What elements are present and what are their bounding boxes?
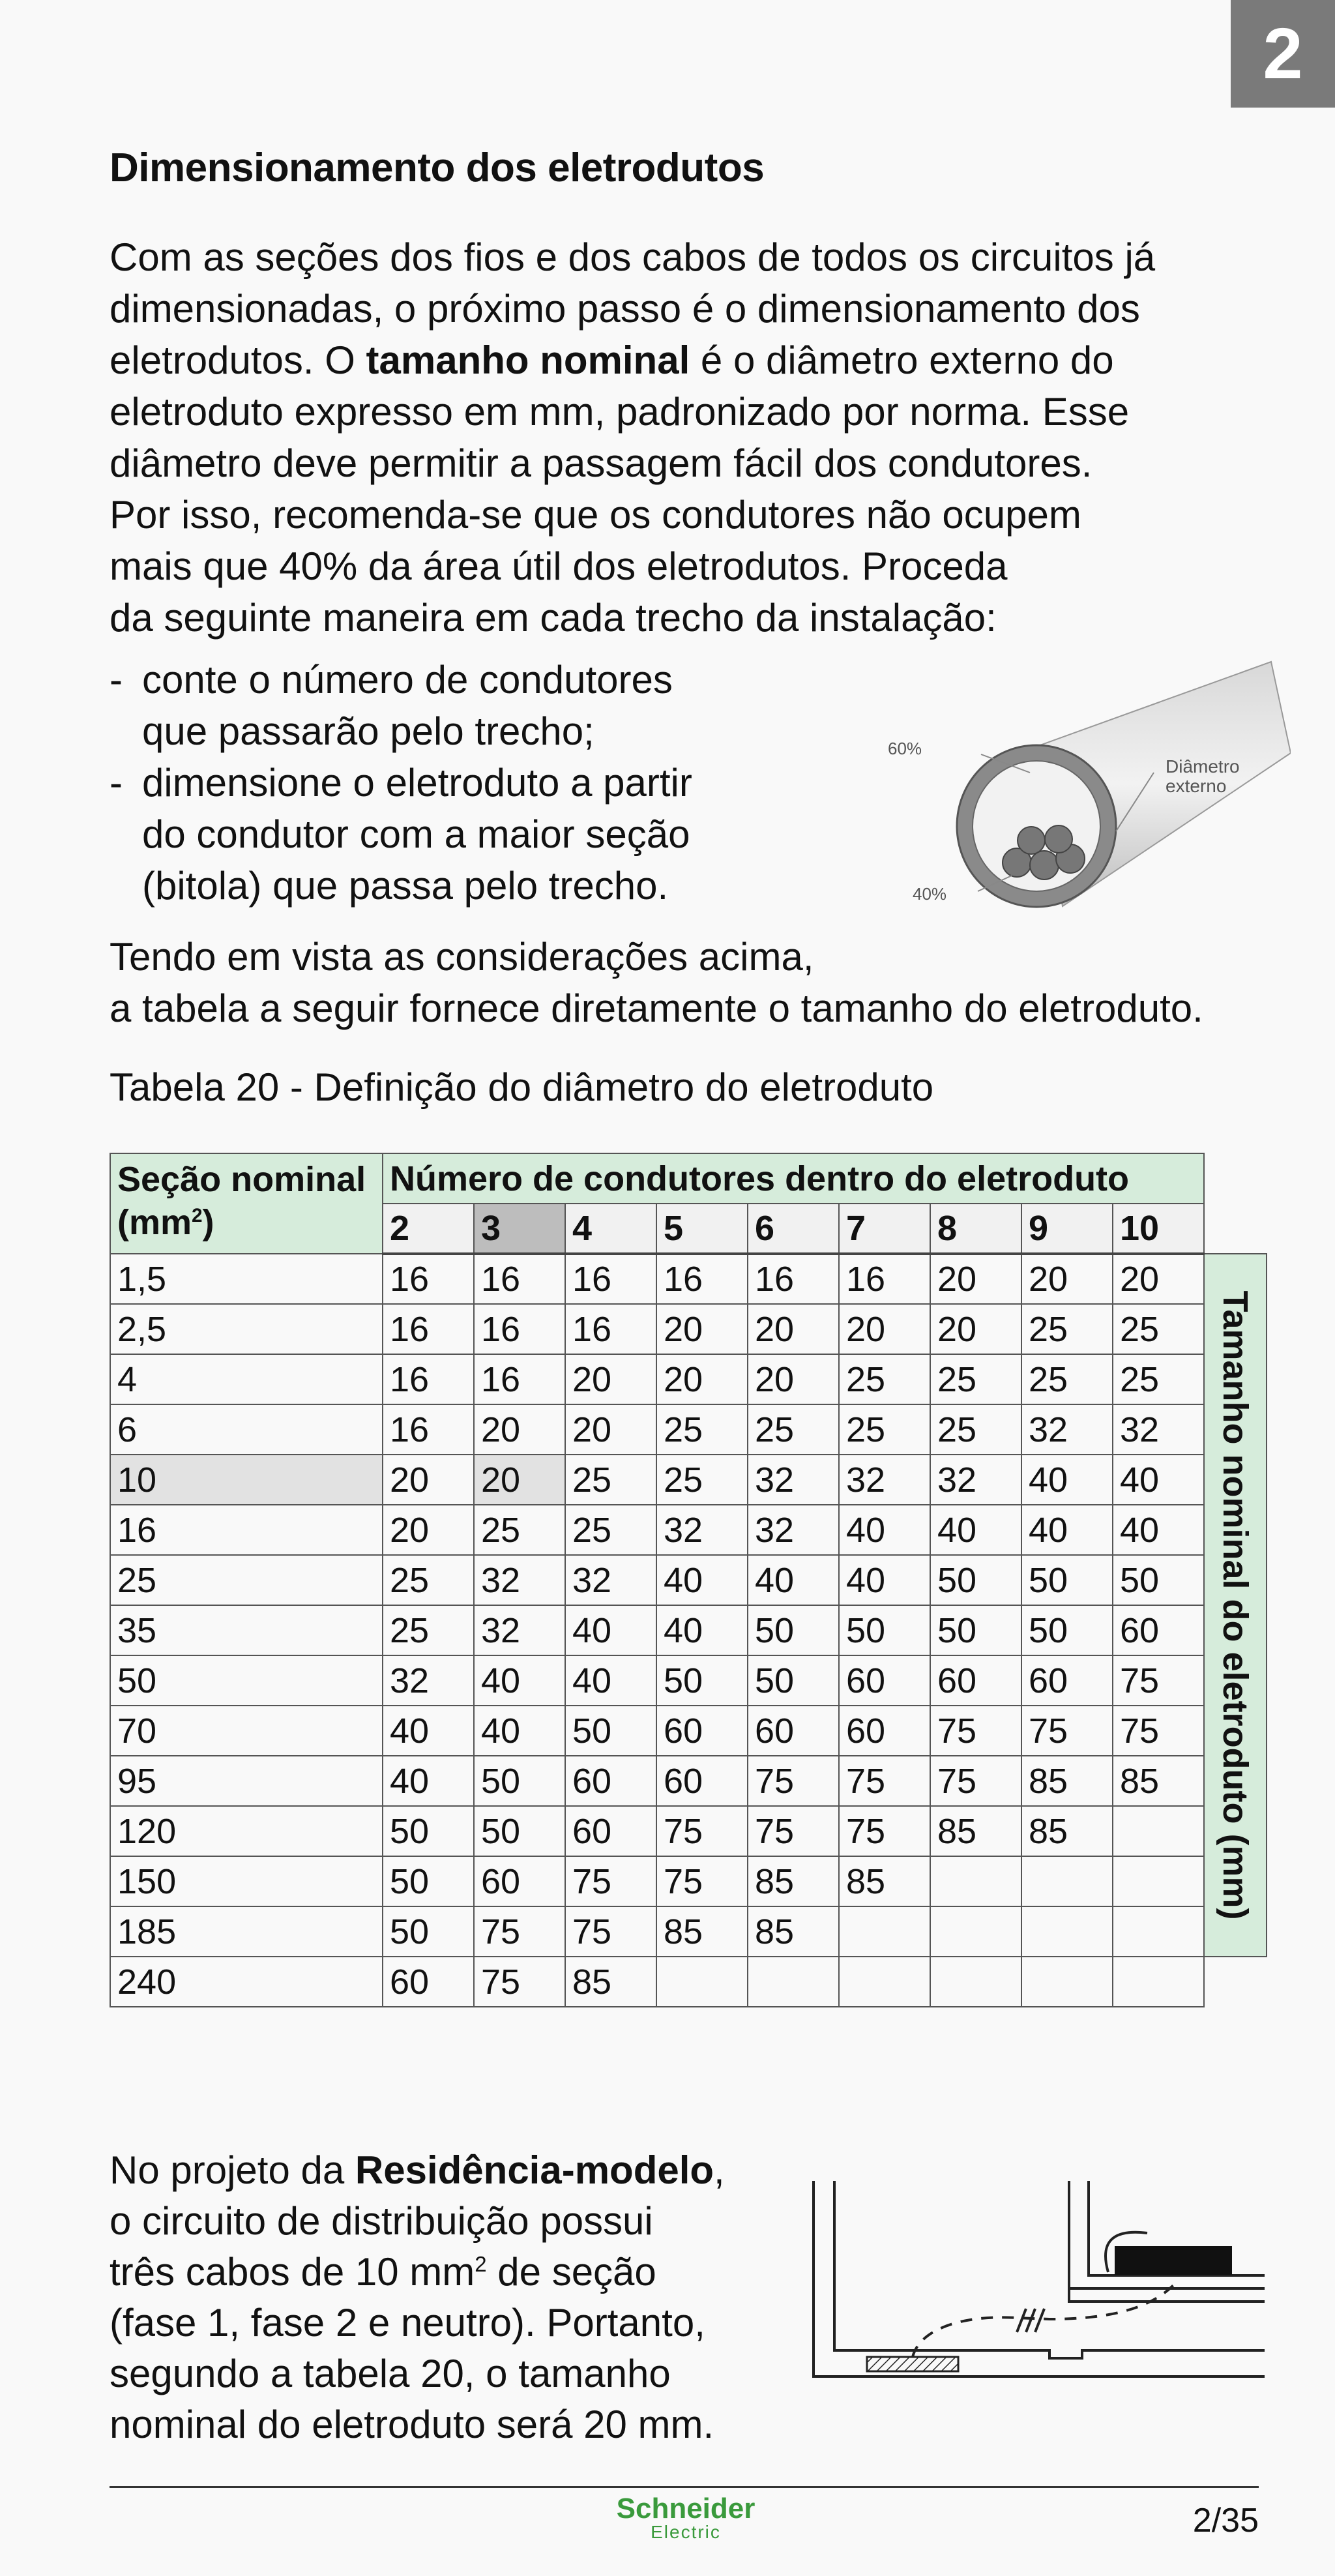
list-item: - conte o número de condutores que passarão pelo trecho; <box>110 658 673 753</box>
intro-line: Por isso, recomenda-se que os condutores não ocupem <box>110 493 1081 537</box>
size-cell: 16 <box>383 1354 474 1404</box>
intro-line: diâmetro deve permitir a passagem fácil dos condutores. <box>110 441 1093 485</box>
table-row <box>110 1304 1267 1354</box>
section-cell: 4 <box>110 1354 383 1404</box>
table-row <box>110 1555 1267 1605</box>
distribution-panel-icon <box>1115 2246 1232 2275</box>
conduit-size-table <box>110 1153 1267 2007</box>
size-cell: 85 <box>1021 1756 1113 1806</box>
list-item: - dimensione o eletroduto a partir do condutor com a maior seção (bitola) que passa pelo trecho. <box>110 761 692 908</box>
size-cell: 60 <box>839 1655 930 1706</box>
size-cell: 40 <box>839 1505 930 1555</box>
header-count-10: 10 <box>1113 1204 1204 1254</box>
intro-line: da seguinte maneira em cada trecho da instalação: <box>110 596 997 640</box>
size-cell: 60 <box>1021 1655 1113 1706</box>
size-cell <box>1021 1856 1113 1906</box>
size-cell: 50 <box>1021 1605 1113 1655</box>
intro-line: eletrodutos. O tamanho nominal é o diâmetro externo do <box>110 338 1114 382</box>
size-cell: 75 <box>656 1806 748 1856</box>
size-cell: 50 <box>839 1605 930 1655</box>
distribution-circuit-diagram <box>808 2181 1265 2403</box>
size-cell: 25 <box>748 1404 839 1455</box>
figure-label-60: 60% <box>888 739 922 758</box>
size-cell: 75 <box>748 1806 839 1856</box>
section-cell: 1,5 <box>110 1254 383 1304</box>
size-cell: 20 <box>565 1404 656 1455</box>
size-cell: 32 <box>748 1455 839 1505</box>
size-cell: 50 <box>656 1655 748 1706</box>
size-cell: 50 <box>383 1856 474 1906</box>
size-cell: 60 <box>383 1957 474 2007</box>
size-cell: 20 <box>656 1354 748 1404</box>
section-cell: 70 <box>110 1706 383 1756</box>
figure-label-diameter: Diâmetro <box>1166 756 1240 777</box>
size-cell: 40 <box>1113 1505 1204 1555</box>
size-cell: 60 <box>748 1706 839 1756</box>
size-cell <box>930 1957 1021 2007</box>
size-cell: 32 <box>565 1555 656 1605</box>
size-cell: 40 <box>839 1555 930 1605</box>
section-cell: 2,5 <box>110 1304 383 1354</box>
table-row <box>110 1505 1267 1555</box>
size-cell: 25 <box>1113 1354 1204 1404</box>
size-cell: 20 <box>748 1304 839 1354</box>
size-cell <box>1021 1906 1113 1957</box>
intro-line: eletroduto expresso em mm, padronizado por norma. Esse <box>110 390 1130 434</box>
size-cell: 40 <box>474 1655 565 1706</box>
procedure-list <box>110 654 814 911</box>
table-caption: Tabela 20 - Definição do diâmetro do eletroduto <box>110 1065 934 1109</box>
size-cell: 32 <box>474 1605 565 1655</box>
size-cell: 25 <box>656 1404 748 1455</box>
size-cell: 40 <box>565 1655 656 1706</box>
table-row <box>110 1706 1267 1756</box>
size-cell: 85 <box>748 1906 839 1957</box>
size-cell: 60 <box>656 1706 748 1756</box>
size-cell: 40 <box>748 1555 839 1605</box>
size-cell: 75 <box>748 1756 839 1806</box>
size-cell: 25 <box>839 1354 930 1404</box>
size-cell: 20 <box>839 1304 930 1354</box>
size-cell <box>1113 1957 1204 2007</box>
page-number: 2/35 <box>1192 2502 1259 2539</box>
size-cell: 50 <box>474 1806 565 1856</box>
size-cell: 16 <box>839 1254 930 1304</box>
size-cell: 25 <box>474 1505 565 1555</box>
size-cell: 75 <box>930 1756 1021 1806</box>
size-cell: 20 <box>565 1354 656 1404</box>
size-cell: 25 <box>1021 1304 1113 1354</box>
size-cell: 25 <box>839 1404 930 1455</box>
size-cell: 25 <box>383 1605 474 1655</box>
page-title: Dimensionamento dos eletrodutos <box>110 145 765 190</box>
section-cell: 240 <box>110 1957 383 2007</box>
size-cell: 25 <box>1113 1304 1204 1354</box>
size-cell: 40 <box>383 1756 474 1806</box>
size-cell: 85 <box>1021 1806 1113 1856</box>
size-cell: 40 <box>1021 1455 1113 1505</box>
size-cell: 32 <box>383 1655 474 1706</box>
intro-line: mais que 40% da área útil dos eletrodutos. Proceda <box>110 544 1008 588</box>
table-row <box>110 1655 1267 1706</box>
section-cell: 35 <box>110 1605 383 1655</box>
size-cell: 85 <box>1113 1756 1204 1806</box>
size-cell: 85 <box>748 1856 839 1906</box>
size-cell: 16 <box>565 1304 656 1354</box>
size-cell: 32 <box>748 1505 839 1555</box>
size-cell: 16 <box>474 1254 565 1304</box>
size-cell: 25 <box>930 1404 1021 1455</box>
size-cell: 40 <box>565 1605 656 1655</box>
term-residencia-modelo: Residência-modelo <box>355 2148 714 2192</box>
size-cell: 25 <box>383 1555 474 1605</box>
table-row <box>110 1957 1267 2007</box>
size-cell: 60 <box>656 1756 748 1806</box>
size-cell: 75 <box>565 1856 656 1906</box>
intro-line: dimensionadas, o próximo passo é o dimensionamento dos <box>110 287 1140 331</box>
header-count-7: 7 <box>839 1204 930 1254</box>
intro-line: Com as seções dos fios e dos cabos de todos os circuitos já <box>110 235 1156 279</box>
table-row <box>110 1455 1267 1505</box>
size-cell: 50 <box>930 1605 1021 1655</box>
size-cell: 40 <box>1021 1505 1113 1555</box>
header-count-9: 9 <box>1021 1204 1113 1254</box>
table-row <box>110 1254 1267 1304</box>
section-cell: 95 <box>110 1756 383 1806</box>
section-cell: 10 <box>110 1455 383 1505</box>
section-cell: 50 <box>110 1655 383 1706</box>
size-cell: 20 <box>930 1254 1021 1304</box>
intro-paragraph <box>110 231 1283 644</box>
size-cell: 85 <box>565 1957 656 2007</box>
size-cell: 32 <box>839 1455 930 1505</box>
table-row <box>110 1756 1267 1806</box>
size-cell: 32 <box>1021 1404 1113 1455</box>
size-cell: 85 <box>656 1906 748 1957</box>
size-cell: 60 <box>930 1655 1021 1706</box>
size-cell: 60 <box>474 1856 565 1906</box>
size-cell: 16 <box>383 1304 474 1354</box>
table-row <box>110 1404 1267 1455</box>
header-count-5: 5 <box>656 1204 748 1254</box>
size-cell: 40 <box>1113 1455 1204 1505</box>
size-cell: 20 <box>474 1404 565 1455</box>
size-cell <box>1113 1806 1204 1856</box>
header-count-4: 4 <box>565 1204 656 1254</box>
size-cell: 20 <box>1113 1254 1204 1304</box>
size-cell: 32 <box>930 1455 1021 1505</box>
size-cell <box>656 1957 748 2007</box>
table-row <box>110 1856 1267 1906</box>
size-cell: 60 <box>565 1756 656 1806</box>
size-cell <box>930 1856 1021 1906</box>
size-cell: 32 <box>656 1505 748 1555</box>
size-cell: 16 <box>474 1354 565 1404</box>
size-cell: 32 <box>474 1555 565 1605</box>
size-cell: 32 <box>1113 1404 1204 1455</box>
size-cell: 75 <box>565 1906 656 1957</box>
section-cell: 25 <box>110 1555 383 1605</box>
size-cell <box>839 1957 930 2007</box>
size-cell: 75 <box>656 1856 748 1906</box>
size-cell: 40 <box>930 1505 1021 1555</box>
size-cell: 50 <box>474 1756 565 1806</box>
size-cell: 20 <box>930 1304 1021 1354</box>
size-cell: 16 <box>565 1254 656 1304</box>
section-cell: 185 <box>110 1906 383 1957</box>
size-cell: 50 <box>1113 1555 1204 1605</box>
size-cell: 50 <box>1021 1555 1113 1605</box>
size-cell: 60 <box>1113 1605 1204 1655</box>
size-cell: 40 <box>656 1555 748 1605</box>
section-cell: 150 <box>110 1856 383 1906</box>
size-cell: 16 <box>474 1304 565 1354</box>
size-cell: 40 <box>383 1706 474 1756</box>
size-cell: 40 <box>474 1706 565 1756</box>
meter-box-icon <box>867 2357 958 2371</box>
conduit-cross-section-illustration <box>873 655 1291 919</box>
term-tamanho-nominal: tamanho nominal <box>366 338 690 382</box>
table-row <box>110 1605 1267 1655</box>
header-conductor-count: Número de condutores dentro do eletroduto <box>383 1153 1204 1204</box>
size-cell <box>748 1957 839 2007</box>
size-cell: 25 <box>565 1505 656 1555</box>
size-cell: 50 <box>748 1655 839 1706</box>
side-label: Tamanho nominal do eletroduto (mm) <box>1216 1290 1255 1920</box>
size-cell: 25 <box>1021 1354 1113 1404</box>
size-cell: 75 <box>474 1906 565 1957</box>
size-cell: 20 <box>656 1304 748 1354</box>
table-row <box>110 1806 1267 1856</box>
size-cell <box>1113 1906 1204 1957</box>
size-cell <box>1021 1957 1113 2007</box>
size-cell <box>930 1906 1021 1957</box>
size-cell: 50 <box>383 1906 474 1957</box>
header-count-6: 6 <box>748 1204 839 1254</box>
size-cell: 16 <box>383 1404 474 1455</box>
size-cell: 50 <box>565 1706 656 1756</box>
size-cell: 50 <box>930 1555 1021 1605</box>
size-cell: 60 <box>839 1706 930 1756</box>
size-cell: 20 <box>1021 1254 1113 1304</box>
schneider-electric-logo: Schneider Electric <box>616 2493 756 2542</box>
size-cell: 40 <box>656 1605 748 1655</box>
header-count-2: 2 <box>383 1204 474 1254</box>
size-cell: 25 <box>930 1354 1021 1404</box>
size-cell: 60 <box>565 1806 656 1856</box>
header-section: Seção nominal $(mm^2)$ <box>110 1153 383 1254</box>
size-cell: 16 <box>748 1254 839 1304</box>
section-cell: 6 <box>110 1404 383 1455</box>
example-paragraph: No projeto da Residência-modelo, o circuito de distribuição possui três cabos de 10 $mm^2$ de seção (fase 1, fase 2 e neutro). Portanto, segundo a tabela 20, o tamanho nominal do eletroduto será 20 mm. <box>110 2148 725 2446</box>
footer-rule <box>110 2486 1259 2488</box>
size-cell: 75 <box>839 1756 930 1806</box>
size-cell: 85 <box>839 1856 930 1906</box>
size-cell: 20 <box>748 1354 839 1404</box>
size-cell: 50 <box>748 1605 839 1655</box>
figure-label-40: 40% <box>913 884 947 904</box>
size-cell: 85 <box>930 1806 1021 1856</box>
size-cell <box>1113 1856 1204 1906</box>
size-cell: 75 <box>839 1806 930 1856</box>
table-row <box>110 1906 1267 1957</box>
size-cell: 16 <box>383 1254 474 1304</box>
header-count-3: 3 <box>474 1204 565 1254</box>
size-cell: 75 <box>474 1957 565 2007</box>
chapter-badge: 2 <box>1231 0 1335 108</box>
size-cell <box>839 1906 930 1957</box>
section-cell: 120 <box>110 1806 383 1856</box>
size-cell: 25 <box>565 1455 656 1505</box>
size-cell: 75 <box>1113 1655 1204 1706</box>
size-cell: 20 <box>383 1455 474 1505</box>
size-cell: 75 <box>930 1706 1021 1756</box>
size-cell: 16 <box>656 1254 748 1304</box>
section-cell: 16 <box>110 1505 383 1555</box>
conclusion-paragraph: Tendo em vista as considerações acima, a tabela a seguir fornece diretamente o tamanho do eletroduto. <box>110 935 1203 1030</box>
side-label-cell <box>1204 1254 1267 1957</box>
size-cell: 25 <box>656 1455 748 1505</box>
size-cell: 50 <box>383 1806 474 1856</box>
size-cell: 20 <box>383 1505 474 1555</box>
header-count-8: 8 <box>930 1204 1021 1254</box>
size-cell: 75 <box>1021 1706 1113 1756</box>
size-cell: 20 <box>474 1455 565 1505</box>
table-row <box>110 1354 1267 1404</box>
size-cell: 75 <box>1113 1706 1204 1756</box>
figure-label-external: externo <box>1166 776 1227 796</box>
